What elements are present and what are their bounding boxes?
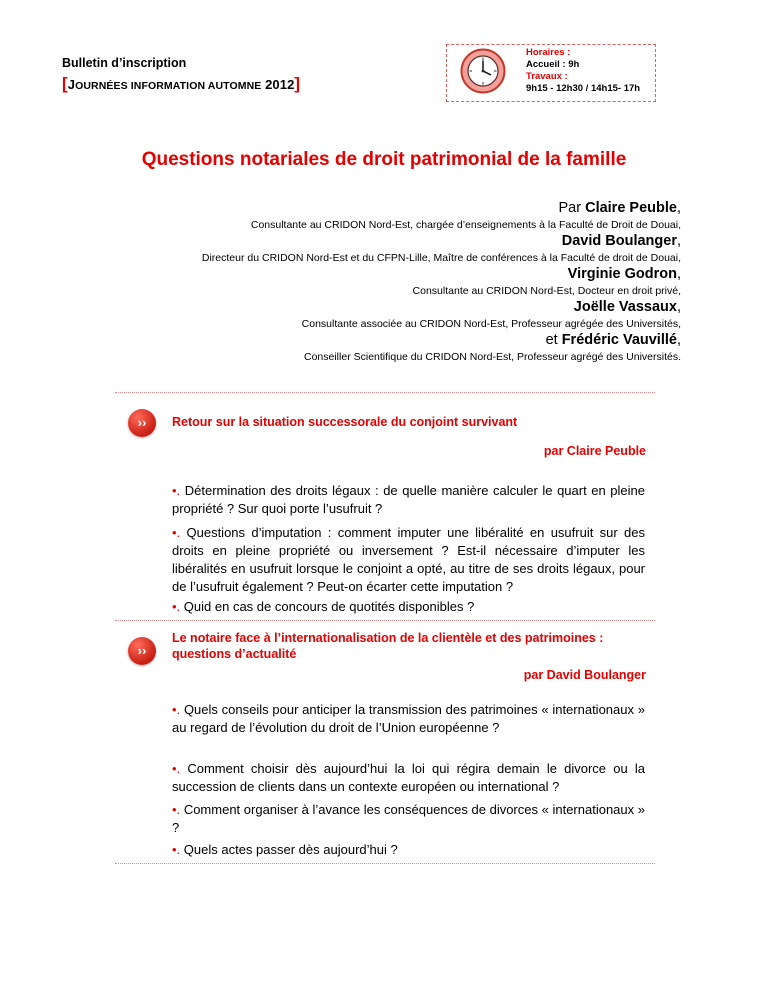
list-item bbox=[172, 760, 645, 796]
author-name bbox=[546, 332, 681, 348]
author-name bbox=[562, 233, 681, 249]
author-suffix: , bbox=[676, 233, 681, 249]
author-name-text: Claire Peuble bbox=[585, 200, 677, 216]
list-item-text: Quels conseils pour anticiper la transmission des patrimoines « internationaux » au regard de l’évolution du droit de l’Union européenne ? bbox=[172, 702, 645, 735]
event-name: OURNÉES INFORMATION AUTOMNE bbox=[75, 80, 262, 92]
author-prefix: Par bbox=[558, 200, 586, 216]
author-name bbox=[559, 200, 682, 216]
section-divider bbox=[115, 863, 655, 864]
bullet-marker: •. bbox=[172, 802, 181, 817]
author-suffix: , bbox=[676, 299, 681, 315]
section-title: Le notaire face à l’internationalisation de la clientèle et des patrimoines : questions d’actualité bbox=[172, 631, 604, 661]
bullet-marker: •. bbox=[172, 599, 181, 614]
author-prefix: et bbox=[545, 332, 562, 348]
author-role: Directeur du CRIDON Nord-Est et du CFPN-Lille, Maître de conférences à la Faculté de droit de Douai, bbox=[201, 252, 681, 264]
event-title bbox=[62, 74, 300, 94]
author-name bbox=[568, 266, 681, 282]
list-item bbox=[172, 801, 645, 837]
section-title: Retour sur la situation successorale du conjoint survivant bbox=[172, 415, 518, 429]
section-speaker: par Claire Peuble bbox=[543, 444, 646, 458]
author-name-text: Joëlle Vassaux bbox=[573, 299, 677, 315]
author-role: Consultante au CRIDON Nord-Est, chargée d’enseignements à la Faculté de Droit de Douai, bbox=[250, 219, 681, 231]
author-suffix: , bbox=[676, 332, 681, 348]
chevron-right-icon: ›› bbox=[128, 409, 156, 437]
author-suffix: , bbox=[676, 266, 681, 282]
schedule-accueil: Accueil : 9h bbox=[526, 59, 580, 70]
list-item bbox=[172, 524, 645, 596]
author-name-text: David Boulanger bbox=[561, 233, 677, 249]
bullet-marker: •. bbox=[172, 702, 181, 717]
section-divider bbox=[115, 620, 655, 621]
list-item bbox=[172, 598, 645, 616]
event-initial: J bbox=[67, 77, 76, 92]
bullet-marker: •. bbox=[172, 761, 181, 776]
list-item bbox=[172, 841, 645, 859]
list-item-text: Quels actes passer dès aujourd’hui ? bbox=[183, 842, 398, 857]
list-item-text: Détermination des droits légaux : de quelle manière calculer le quart en pleine propriété ? Sur quoi porte l’usufruit ? bbox=[172, 483, 645, 516]
author-suffix: , bbox=[676, 200, 681, 216]
schedule-horaires-label: Horaires : bbox=[526, 47, 571, 58]
bullet-marker: •. bbox=[172, 525, 181, 540]
author-role: Consultante associée au CRIDON Nord-Est, Professeur agrégée des Universités, bbox=[301, 318, 681, 330]
event-year: 2012 bbox=[261, 77, 295, 92]
page-title: Questions notariales de droit patrimonial de la famille bbox=[141, 149, 627, 170]
bracket-open: [ bbox=[62, 74, 68, 93]
list-item-text: Quid en cas de concours de quotités disponibles ? bbox=[183, 599, 475, 614]
author-name-text: Virginie Godron bbox=[567, 266, 677, 282]
section-speaker: par David Boulanger bbox=[523, 668, 646, 682]
author-role: Conseiller Scientifique du CRIDON Nord-Est, Professeur agrégé des Universités. bbox=[304, 351, 681, 363]
author-name-text: Frédéric Vauvillé bbox=[561, 332, 677, 348]
list-item-text: Questions d’imputation : comment imputer une libéralité en usufruit sur des droits en pleine propriété ou inversement ? Est-il nécessaire d’imputer les libéralités en usufruit lorsque le conjoint a opté, au titre de ses droits légaux, pour de l’usufruit également ? Peut-on écarter cette imputation ? bbox=[172, 525, 645, 594]
schedule-text bbox=[526, 47, 640, 95]
list-item bbox=[172, 482, 645, 518]
list-item-text: Comment choisir dès aujourd’hui la loi qui régira demain le divorce ou la succession de clients dans un contexte européen ou international ? bbox=[172, 761, 645, 794]
section-divider bbox=[115, 392, 655, 393]
author-name bbox=[574, 299, 681, 315]
chevron-right-icon: ›› bbox=[128, 637, 156, 665]
clock-icon bbox=[460, 48, 506, 94]
bulletin-label: Bulletin d’inscription bbox=[62, 56, 187, 70]
list-item bbox=[172, 701, 645, 737]
list-item-text: Comment organiser à l’avance les conséquences de divorces « internationaux » ? bbox=[172, 802, 645, 835]
bullet-marker: •. bbox=[172, 842, 181, 857]
schedule-travaux-label: Travaux : bbox=[526, 71, 568, 82]
bracket-close: ] bbox=[294, 74, 301, 93]
schedule-travaux-hours: 9h15 - 12h30 / 14h15- 17h bbox=[526, 83, 641, 94]
bullet-marker: •. bbox=[172, 483, 181, 498]
author-role: Consultante au CRIDON Nord-Est, Docteur en droit privé, bbox=[412, 285, 681, 297]
